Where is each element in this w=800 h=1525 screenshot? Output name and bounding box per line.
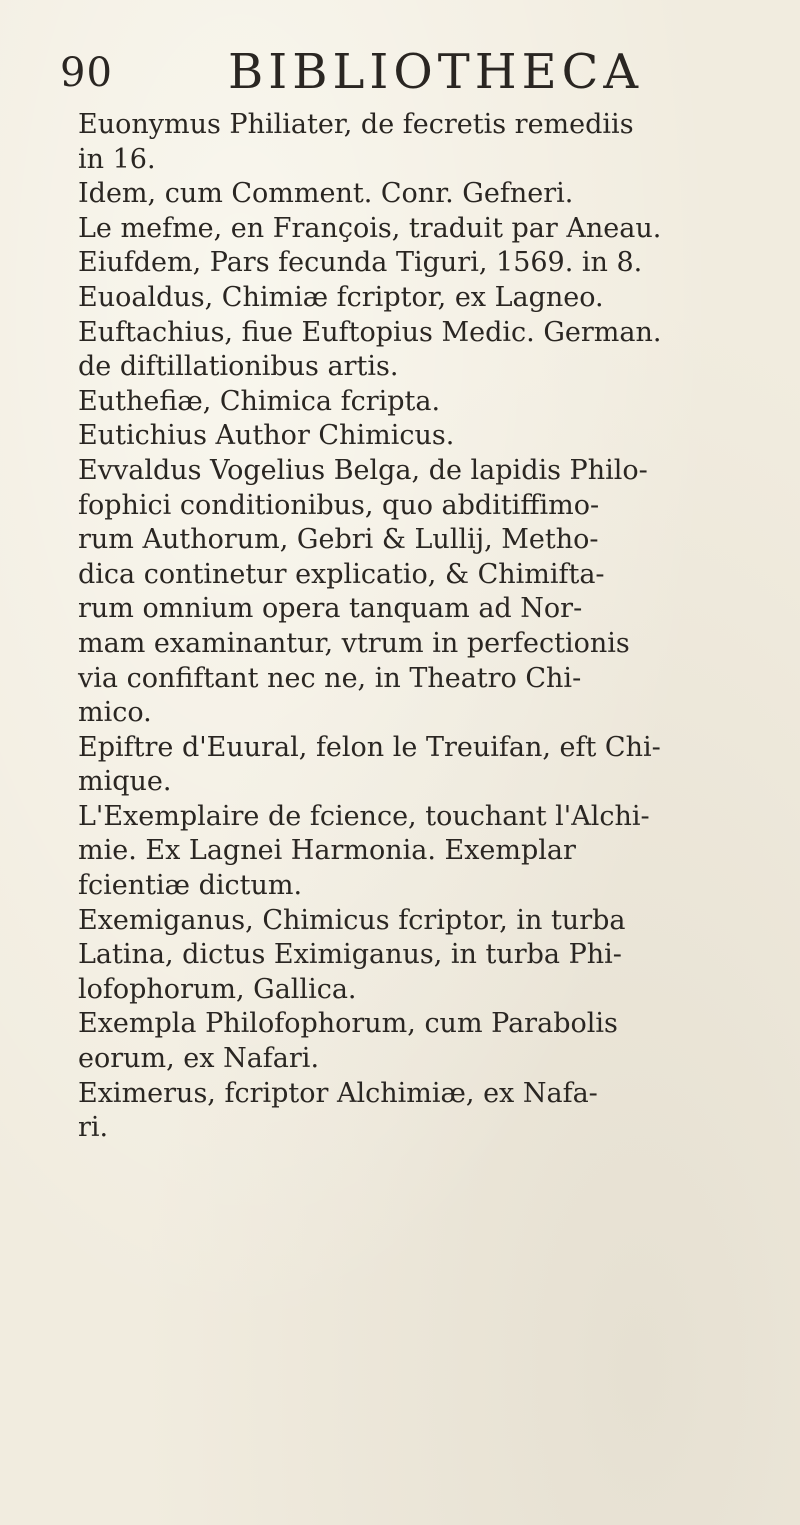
catalog-entry	[78, 108, 758, 177]
catalog-entry	[78, 177, 758, 212]
page-header	[60, 44, 740, 104]
entry-line: rum Authorum, Gebri & Lullij, Metho-	[78, 524, 599, 556]
entry-line: lofophorum, Gallica.	[78, 973, 357, 1005]
entry-line: via confiftant nec ne, in Theatro Chi-	[78, 662, 582, 694]
entry-line: Euthefiæ, Chimica fcripta.	[78, 385, 441, 417]
entry-line: eorum, ex Nafari.	[78, 1043, 320, 1075]
entry-line: Euftachius, fiue Euftopius Medic. German.	[78, 316, 662, 348]
catalog-entry	[78, 731, 758, 800]
catalog-entry	[78, 454, 758, 731]
entry-line: mique.	[78, 766, 172, 798]
entry-line: Latina, dictus Eximiganus, in turba Phi-	[78, 939, 622, 971]
catalog-entry	[78, 419, 758, 454]
entry-line: Evvaldus Vogelius Belga, de lapidis Philo-	[78, 454, 648, 486]
entry-line: Exempla Philofophorum, cum Parabolis	[78, 1008, 618, 1040]
catalog-entry	[78, 316, 758, 385]
entry-line: fophici conditionibus, quo abditiffimo-	[78, 489, 600, 521]
entry-line: fcientiæ dictum.	[78, 870, 303, 902]
entry-line: in 16.	[78, 143, 156, 175]
catalog-entry	[78, 800, 758, 904]
entry-line: Euoaldus, Chimiæ fcriptor, ex Lagneo.	[78, 281, 604, 313]
catalog-entry	[78, 385, 758, 420]
entry-line: L'Exemplaire de fcience, touchant l'Alchi-	[78, 800, 650, 832]
entry-line: Exemiganus, Chimicus fcriptor, in turba	[78, 904, 626, 936]
entry-line: Epiftre d'Euural, felon le Treuifan, eft Chi-	[78, 731, 661, 763]
entry-line: Eiufdem, Pars fecunda Tiguri, 1569. in 8.	[78, 247, 643, 279]
catalog-entries	[78, 108, 758, 1146]
catalog-entry	[78, 1007, 758, 1076]
entry-line: mam examinantur, vtrum in perfectionis	[78, 627, 630, 659]
entry-line: Eximerus, fcriptor Alchimiæ, ex Nafa-	[78, 1077, 598, 1109]
entry-line: mico.	[78, 697, 152, 729]
entry-line: Eutichius Author Chimicus.	[78, 420, 455, 452]
entry-line: mie. Ex Lagnei Harmonia. Exemplar	[78, 835, 576, 867]
entry-line: rum omnium opera tanquam ad Nor-	[78, 593, 583, 625]
entry-line: Euonymus Philiater, de fecretis remediis	[78, 109, 634, 140]
catalog-entry	[78, 281, 758, 316]
page-number: 90	[60, 50, 113, 96]
catalog-entry	[78, 212, 758, 247]
entry-line: Idem, cum Comment. Conr. Gefneri.	[78, 178, 574, 210]
running-title: BIBLIOTHECA	[228, 44, 643, 100]
catalog-entry	[78, 904, 758, 1008]
entry-line: de diftillationibus artis.	[78, 351, 399, 383]
catalog-entry	[78, 1077, 758, 1146]
entry-line: dica continetur explicatio, & Chimifta-	[78, 558, 605, 590]
catalog-entry	[78, 246, 758, 281]
entry-line: Le mefme, en François, traduit par Aneau.	[78, 212, 662, 244]
entry-line: ri.	[78, 1112, 109, 1144]
